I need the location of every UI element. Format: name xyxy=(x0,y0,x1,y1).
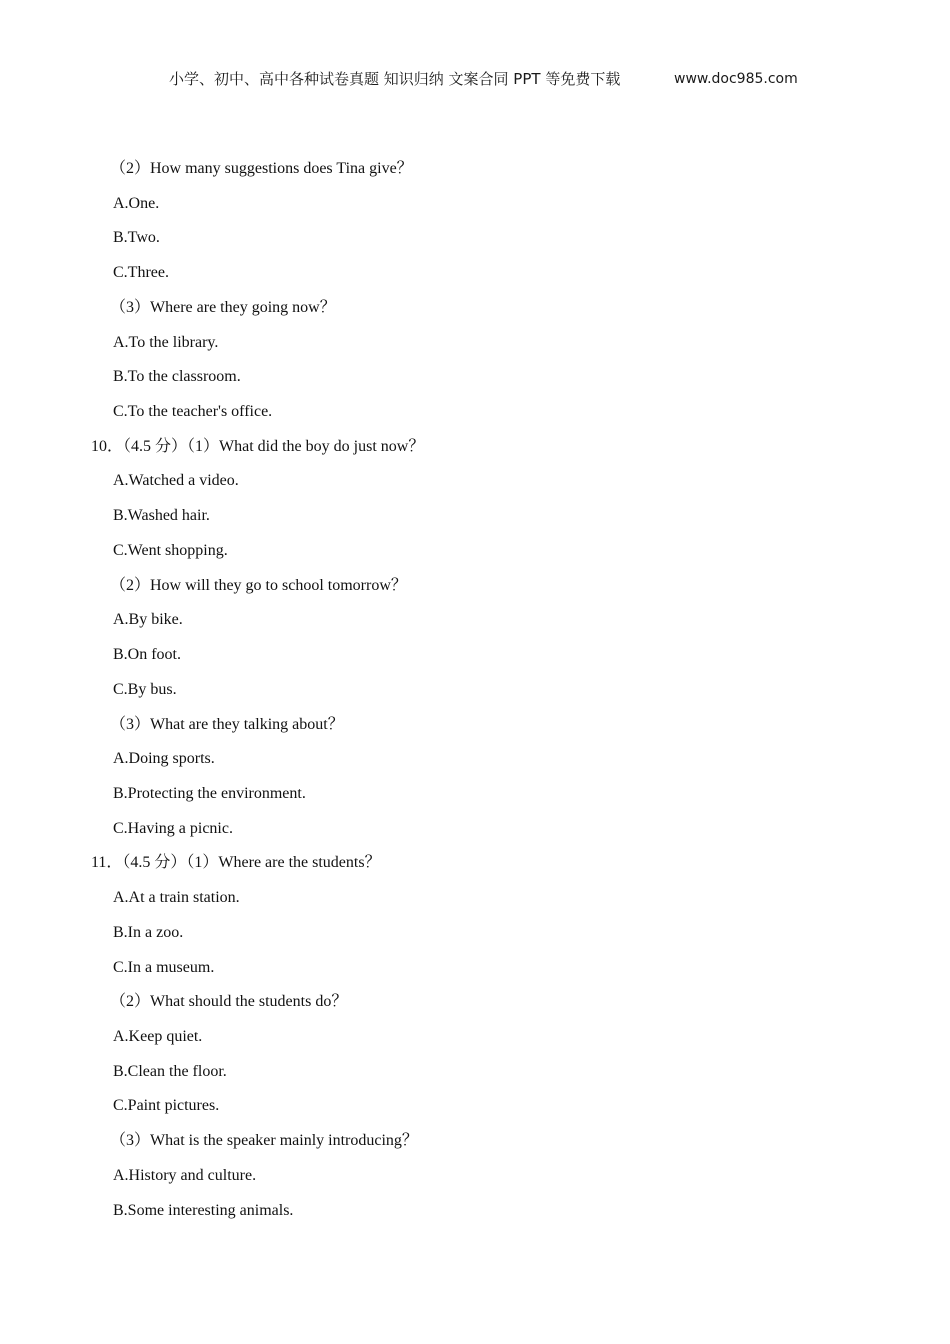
question-content xyxy=(0,152,950,1228)
answer-option: B.In a zoo. xyxy=(113,923,184,941)
question-heading: 10．（4.5 分）（1）What did the boy do just now？ xyxy=(91,437,425,455)
answer-option: A.To the library. xyxy=(113,333,219,351)
page-header xyxy=(0,66,950,92)
sub-question: （3）Where are they going now？ xyxy=(110,298,336,316)
header-banner-text: 小学、初中、高中各种试卷真题 知识归纳 文案合同 PPT 等免费下载 xyxy=(169,70,621,88)
answer-option: B.Two. xyxy=(113,229,160,247)
answer-option: C.To the teacher's office. xyxy=(113,403,273,421)
answer-option: B.On foot. xyxy=(113,646,181,664)
sub-question: （2）What should the students do？ xyxy=(110,993,348,1011)
answer-option: A.Doing sports. xyxy=(113,750,215,768)
sub-question: （2）How many suggestions does Tina give？ xyxy=(110,160,413,177)
answer-option: A.By bike. xyxy=(113,611,183,629)
question-heading: 11．（4.5 分）（1）Where are the students？ xyxy=(91,854,381,872)
answer-option: C.In a museum. xyxy=(113,958,215,976)
answer-option: B.Washed hair. xyxy=(113,507,210,525)
answer-option: B.Clean the floor. xyxy=(113,1062,227,1080)
answer-option: C.Went shopping. xyxy=(113,541,228,559)
answer-option: A.History and culture. xyxy=(113,1166,257,1184)
header-url-link[interactable]: www.doc985.com xyxy=(674,71,798,87)
answer-option: A.Keep quiet. xyxy=(113,1027,203,1045)
answer-option: B.Protecting the environment. xyxy=(113,784,306,802)
sub-question: （3）What are they talking about？ xyxy=(110,715,344,733)
answer-option: A.At a train station. xyxy=(113,889,240,907)
answer-option: C.Three. xyxy=(113,264,169,282)
answer-option: A.One. xyxy=(113,194,160,212)
sub-question: （3）What is the speaker mainly introducing？ xyxy=(110,1132,418,1150)
answer-option: A.Watched a video. xyxy=(113,472,239,490)
answer-option: C.By bus. xyxy=(113,680,177,698)
sub-question: （2）How will they go to school tomorrow？ xyxy=(110,576,407,594)
answer-option: B.To the classroom. xyxy=(113,368,241,386)
answer-option: B.Some interesting animals. xyxy=(113,1201,294,1219)
answer-option: C.Paint pictures. xyxy=(113,1097,220,1115)
answer-option: C.Having a picnic. xyxy=(113,819,233,837)
